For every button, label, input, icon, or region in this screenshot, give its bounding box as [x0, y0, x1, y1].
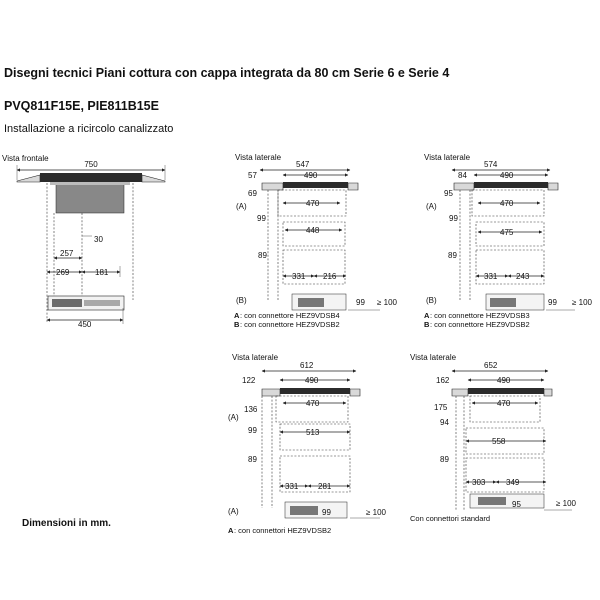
marker-b: (B) [236, 296, 247, 305]
duct-connector [290, 506, 318, 515]
dim-99b: 99 [356, 298, 365, 307]
legend-b-key: B [424, 320, 430, 329]
legend-a-key: A [234, 311, 240, 320]
dim-490: 490 [305, 376, 319, 385]
dim-181: 181 [95, 268, 109, 277]
dim-99b: 99 [548, 298, 557, 307]
dim-470: 470 [497, 399, 511, 408]
worktop [548, 183, 558, 190]
dim-281: 281 [318, 482, 332, 491]
worktop [262, 389, 280, 396]
dim-95: 95 [512, 500, 521, 509]
dim-450: 450 [78, 320, 92, 329]
dim-99a: 99 [257, 214, 266, 223]
installation-type: Installazione a ricircolo canalizzato [4, 123, 174, 135]
front-view [2, 154, 165, 329]
legend-b-key: B [234, 320, 240, 329]
dim-490: 490 [304, 171, 318, 180]
worktop [454, 183, 474, 190]
dim-89: 89 [248, 455, 257, 464]
dim-558: 558 [492, 437, 506, 446]
dim-475: 475 [500, 228, 514, 237]
dim-216: 216 [323, 272, 337, 281]
dim-89: 89 [440, 455, 449, 464]
dim-89: 89 [258, 251, 267, 260]
worktop [544, 389, 552, 396]
legend-a-text: : con connettori HEZ9VDSB2 [234, 526, 332, 535]
dim-490: 490 [500, 171, 514, 180]
legend-a-text: : con connettore HEZ9VDSB3 [430, 311, 530, 320]
worktop [348, 183, 358, 190]
side-view-1 [234, 153, 398, 329]
legend-a-key: A [228, 526, 234, 535]
marker-a: (A) [426, 202, 437, 211]
hob-glass [474, 182, 548, 188]
dim-574: 574 [484, 160, 498, 169]
marker-a: (A) [236, 202, 247, 211]
side-view-4-label: Vista laterale [410, 353, 457, 362]
dim-84: 84 [458, 171, 467, 180]
dim-448: 448 [306, 226, 320, 235]
dim-162: 162 [436, 376, 450, 385]
dim-57: 57 [248, 171, 257, 180]
worktop [452, 389, 468, 396]
dim-122: 122 [242, 376, 256, 385]
dim-652: 652 [484, 361, 498, 370]
dim-89: 89 [448, 251, 457, 260]
hob-glass [283, 182, 348, 188]
side-view-4 [410, 353, 577, 523]
duct-connector [490, 298, 516, 307]
dim-331: 331 [285, 482, 299, 491]
dim-95: 95 [444, 189, 453, 198]
dim-349: 349 [506, 478, 520, 487]
worktop [350, 389, 360, 396]
dim-470: 470 [306, 199, 320, 208]
hob-glass [468, 388, 544, 394]
dim-269: 269 [56, 268, 70, 277]
dimensions-note: Dimensioni in mm. [22, 518, 111, 529]
marker-a1: (A) [228, 413, 239, 422]
front-view-label: Vista frontale [2, 154, 49, 163]
dim-100: ≥ 100 [556, 499, 576, 508]
dim-99a: 99 [449, 214, 458, 223]
legend-b-text: : con connettore HEZ9VDSB2 [240, 320, 340, 329]
dim-99b: 99 [322, 508, 331, 517]
dim-612: 612 [300, 361, 314, 370]
dim-175: 175 [434, 403, 448, 412]
dim-513: 513 [306, 428, 320, 437]
side-view-2 [424, 153, 593, 329]
duct-channel [84, 300, 120, 306]
dim-547: 547 [296, 160, 310, 169]
legend-a-text: : con connettore HEZ9VDSB4 [240, 311, 340, 320]
worktop [262, 183, 283, 190]
dim-100: ≥ 100 [366, 508, 386, 517]
dim-470: 470 [306, 399, 320, 408]
dim-470: 470 [500, 199, 514, 208]
marker-b: (B) [426, 296, 437, 305]
dim-490: 490 [497, 376, 511, 385]
side-view-2-label: Vista laterale [424, 153, 471, 162]
legend-a-key: A [424, 311, 430, 320]
dim-94: 94 [440, 418, 449, 427]
worktop-right [142, 175, 165, 182]
model-numbers: PVQ811F15E, PIE811B15E [4, 99, 159, 113]
hob-body [56, 183, 124, 213]
page-title: Disegni tecnici Piani cottura con cappa integrata da 80 cm Serie 6 e Serie 4 [4, 66, 450, 80]
legend-text: Con connettori standard [410, 514, 491, 523]
dim-99a: 99 [248, 426, 257, 435]
dim-243: 243 [516, 272, 530, 281]
duct-connector [478, 497, 506, 505]
legend-b-text: : con connettore HEZ9VDSB2 [430, 320, 530, 329]
dim-100: ≥ 100 [377, 298, 397, 307]
dim-69: 69 [248, 189, 257, 198]
hob-glass [40, 173, 142, 182]
dim-100: ≥ 100 [572, 298, 592, 307]
hob-rim [50, 182, 130, 185]
hob-glass [280, 388, 350, 394]
dim-30: 30 [94, 235, 103, 244]
worktop-left [17, 175, 40, 182]
dim-303: 303 [472, 478, 486, 487]
dim-136: 136 [244, 405, 258, 414]
marker-a2: (A) [228, 507, 239, 516]
side-view-1-label: Vista laterale [235, 153, 282, 162]
dim-257: 257 [60, 249, 74, 258]
dim-331: 331 [484, 272, 498, 281]
side-view-3-label: Vista laterale [232, 353, 279, 362]
dim-331: 331 [292, 272, 306, 281]
duct-connector [52, 299, 82, 307]
side-view-3 [228, 353, 387, 535]
duct-connector [298, 298, 324, 307]
dim-750: 750 [84, 160, 98, 169]
